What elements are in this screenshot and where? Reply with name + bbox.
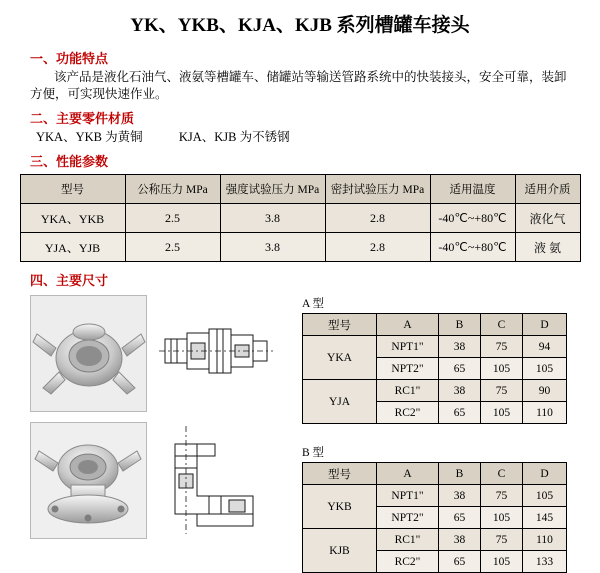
table-row bbox=[303, 380, 567, 402]
coupling-photo-a-graphic bbox=[31, 296, 146, 411]
dim-a-r1-c4: 105 bbox=[523, 358, 567, 380]
dim-b-r0-c1: NPT1" bbox=[377, 485, 439, 507]
dim-a-col-0: 型号 bbox=[303, 314, 377, 336]
materials-text bbox=[12, 129, 588, 146]
materials-left: YKA、YKB 为黄铜 bbox=[36, 130, 143, 144]
performance-table bbox=[20, 174, 581, 262]
dim-b-r0-c0: YKB bbox=[303, 485, 377, 529]
perf-r1-c3: 2.8 bbox=[325, 233, 430, 262]
dim-a-r2-c1: RC1" bbox=[377, 380, 439, 402]
dim-b-r2-c2: 38 bbox=[439, 529, 481, 551]
dim-a-col-4: D bbox=[523, 314, 567, 336]
dim-a-r3-c2: 65 bbox=[439, 402, 481, 424]
coupling-photo-a bbox=[30, 295, 147, 412]
dim-b-col-4: D bbox=[523, 463, 567, 485]
dim-a-r0-c4: 94 bbox=[523, 336, 567, 358]
perf-r1-c1: 2.5 bbox=[125, 233, 220, 262]
dim-b-r2-c1: RC1" bbox=[377, 529, 439, 551]
table-row bbox=[303, 529, 567, 551]
materials-right: KJA、KJB 为不锈钢 bbox=[178, 130, 290, 144]
dim-b-r2-c3: 75 bbox=[481, 529, 523, 551]
perf-r1-c5: 液 氨 bbox=[515, 233, 580, 262]
coupling-photo-b bbox=[30, 422, 147, 539]
section-heading-dimensions: 四、主要尺寸 bbox=[30, 273, 109, 288]
dim-b-col-1: A bbox=[377, 463, 439, 485]
features-text: 该产品是液化石油气、液氨等槽罐车、储罐站等输送管路系统中的快装接头，安全可靠，装卸方便，可实现快速作业。 bbox=[30, 70, 567, 101]
perf-r1-c2: 3.8 bbox=[220, 233, 325, 262]
section-heading-performance: 三、性能参数 bbox=[30, 154, 109, 169]
table-row bbox=[20, 233, 580, 262]
dim-b-r1-c2: 65 bbox=[439, 507, 481, 529]
perf-col-5: 适用介质 bbox=[515, 175, 580, 204]
perf-r1-c4: -40℃~+80℃ bbox=[430, 233, 515, 262]
dim-a-r0-c2: 38 bbox=[439, 336, 481, 358]
dim-a-r1-c2: 65 bbox=[439, 358, 481, 380]
dim-a-r3-c1: RC2" bbox=[377, 402, 439, 424]
dim-b-col-2: B bbox=[439, 463, 481, 485]
dim-a-r0-c1: NPT1" bbox=[377, 336, 439, 358]
dim-b-r0-c4: 105 bbox=[523, 485, 567, 507]
dim-b-col-0: 型号 bbox=[303, 463, 377, 485]
coupling-drawing-b bbox=[157, 422, 275, 537]
dim-a-r2-c2: 38 bbox=[439, 380, 481, 402]
dimension-table-b bbox=[302, 462, 567, 573]
image-row-b bbox=[30, 422, 275, 539]
dim-a-col-2: B bbox=[439, 314, 481, 336]
dim-a-r0-c0: YKA bbox=[303, 336, 377, 380]
dim-b-r2-c4: 110 bbox=[523, 529, 567, 551]
dim-b-r3-c3: 105 bbox=[481, 551, 523, 573]
perf-r0-c0: YKA、YKB bbox=[20, 204, 125, 233]
coupling-photo-b-graphic bbox=[31, 423, 146, 538]
dimension-table-a bbox=[302, 313, 567, 424]
dim-table-b-label: B 型 bbox=[302, 447, 325, 459]
dim-b-r1-c4: 145 bbox=[523, 507, 567, 529]
coupling-drawing-b-graphic bbox=[157, 422, 275, 537]
perf-col-2: 强度试验压力 MPa bbox=[220, 175, 325, 204]
coupling-drawing-a-graphic bbox=[157, 295, 275, 410]
product-image-column bbox=[30, 295, 275, 539]
table-header-row bbox=[303, 314, 567, 336]
dim-a-r0-c3: 75 bbox=[481, 336, 523, 358]
dim-b-r2-c0: KJB bbox=[303, 529, 377, 573]
dim-a-col-3: C bbox=[481, 314, 523, 336]
page-title: YK、YKB、KJA、KJB 系列槽罐车接头 bbox=[130, 15, 470, 36]
table-header-row bbox=[303, 463, 567, 485]
dim-b-r0-c2: 38 bbox=[439, 485, 481, 507]
perf-r0-c2: 3.8 bbox=[220, 204, 325, 233]
perf-col-3: 密封试验压力 MPa bbox=[325, 175, 430, 204]
dim-a-r1-c1: NPT2" bbox=[377, 358, 439, 380]
coupling-drawing-a bbox=[157, 295, 275, 410]
table-header-row bbox=[20, 175, 580, 204]
dim-a-r2-c3: 75 bbox=[481, 380, 523, 402]
table-row bbox=[303, 485, 567, 507]
dim-a-r1-c3: 105 bbox=[481, 358, 523, 380]
dim-table-a-label: A 型 bbox=[302, 298, 325, 310]
dim-b-r3-c4: 133 bbox=[523, 551, 567, 573]
perf-col-4: 适用温度 bbox=[430, 175, 515, 204]
dimension-tables-column bbox=[302, 295, 572, 573]
dim-a-r2-c4: 90 bbox=[523, 380, 567, 402]
dim-b-r3-c1: RC2" bbox=[377, 551, 439, 573]
perf-r1-c0: YJA、YJB bbox=[20, 233, 125, 262]
perf-r0-c5: 液化气 bbox=[515, 204, 580, 233]
dim-a-r2-c0: YJA bbox=[303, 380, 377, 424]
perf-r0-c3: 2.8 bbox=[325, 204, 430, 233]
perf-r0-c1: 2.5 bbox=[125, 204, 220, 233]
table-row bbox=[303, 336, 567, 358]
perf-col-1: 公称压力 MPa bbox=[125, 175, 220, 204]
perf-col-0: 型号 bbox=[20, 175, 125, 204]
image-row-a bbox=[30, 295, 275, 412]
table-row bbox=[20, 204, 580, 233]
dim-b-r1-c1: NPT2" bbox=[377, 507, 439, 529]
dim-b-r3-c2: 65 bbox=[439, 551, 481, 573]
dim-b-r0-c3: 75 bbox=[481, 485, 523, 507]
dim-a-r3-c4: 110 bbox=[523, 402, 567, 424]
dim-b-r1-c3: 105 bbox=[481, 507, 523, 529]
perf-r0-c4: -40℃~+80℃ bbox=[430, 204, 515, 233]
dim-b-col-3: C bbox=[481, 463, 523, 485]
dim-a-r3-c3: 105 bbox=[481, 402, 523, 424]
dim-a-col-1: A bbox=[377, 314, 439, 336]
section-heading-materials: 二、主要零件材质 bbox=[30, 111, 135, 126]
section-heading-features: 一、功能特点 bbox=[30, 51, 109, 66]
